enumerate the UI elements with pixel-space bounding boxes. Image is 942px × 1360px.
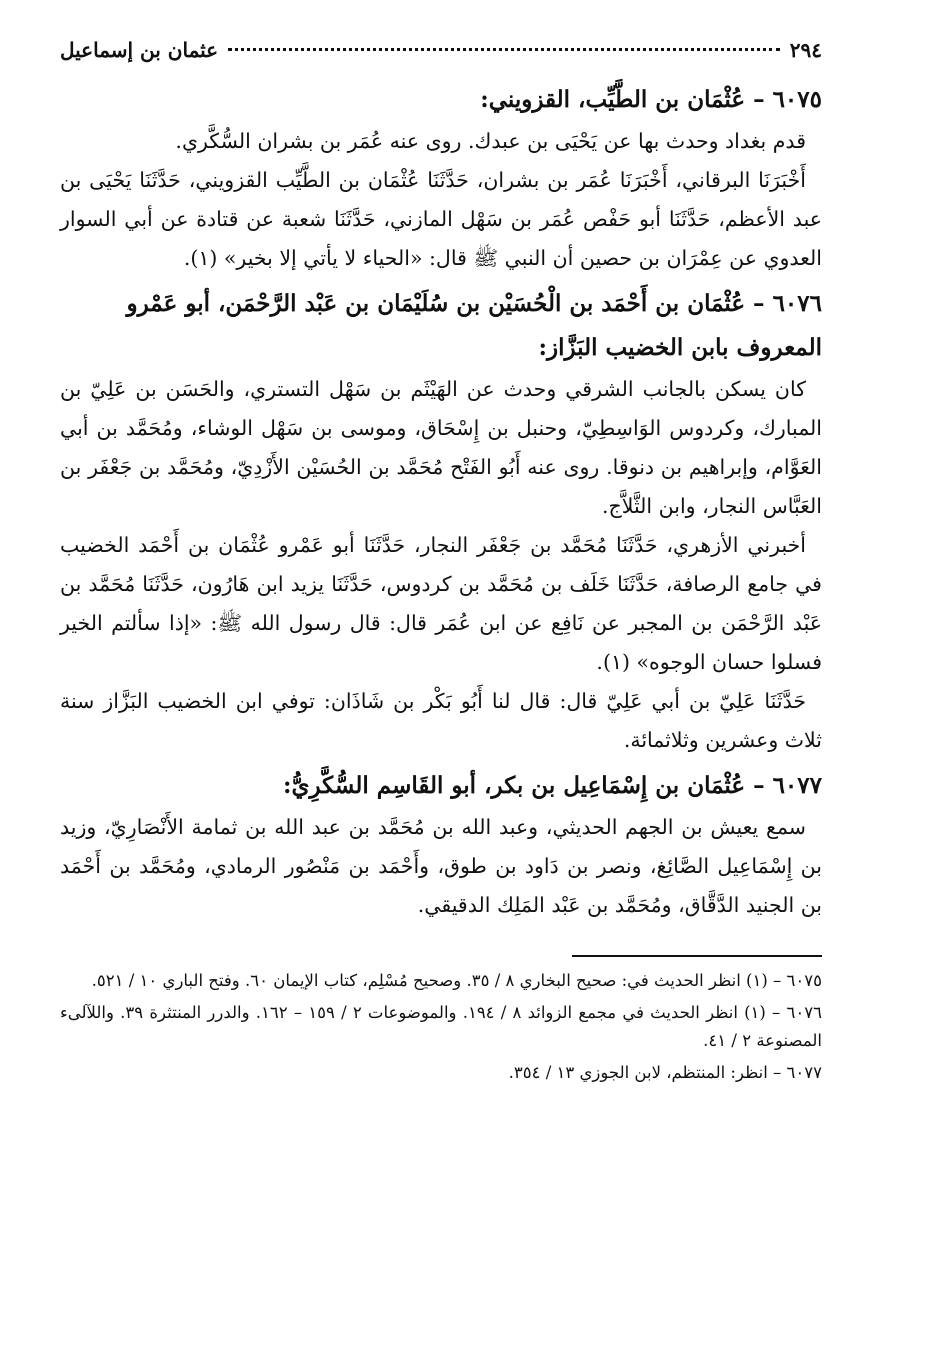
entry-paragraph: كان يسكن بالجانب الشرقي وحدث عن الهَيْثَم بن سَهْل التستري، والحَسَن بن عَلِيّ بن المبارك، وكردوس الوَاسِطِيّ، وحنبل بن إِسْحَاق، وموسى بن سَهْل الوشاء، ومُحَمَّد بن أبي العَوَّام، وإبراهيم بن دنوقا. روى عنه أَبُو الفَتْح مُحَمَّد بن الحُسَيْن الأَزْدِيّ، ومُحَمَّد بن جَعْفَر بن العَبَّاس النجار، وابن الثَّلاَّج. <box>60 377 822 518</box>
page-number: ٢٩٤ <box>789 38 822 62</box>
entry-title: ٦٠٧٥ – عُثْمَان بن الطَّيِّب، القزويني: <box>480 86 822 113</box>
entry-title: ٦٠٧٧ – عُثْمَان بن إِسْمَاعِيل بن بكر، أبو القَاسِم السُّكَّرِيُّ: <box>282 772 822 799</box>
entry-paragraph: سمع يعيش بن الجهم الحديثي، وعبد الله بن مُحَمَّد بن عبد الله بن ثمامة الأَنْصَارِيّ، وزيد بن إِسْمَاعِيل الصَّائِغ، ونصر بن دَاود بن طوق، وأَحْمَد بن مَنْصُور الرمادي، ومُحَمَّد بن أَحْمَد بن الجنيد الدَّقَّاق، ومُحَمَّد بن عَبْد المَلِك الدقيقي. <box>60 815 822 917</box>
page-header <box>60 38 822 78</box>
footnote: ٦٠٧٦ – (١) انظر الحديث في مجمع الزوائد ٨ / ١٩٤. والموضوعات ٢ / ١٥٩ – ١٦٢. والدرر المنتثرة ٣٩. واللآلىء المصنوعة ٢ / ٤١. <box>60 1003 822 1050</box>
entry-6076 <box>60 282 822 760</box>
running-title: عثمان بن إسماعيل <box>60 38 219 62</box>
book-page <box>60 38 822 1338</box>
entry-6077 <box>60 764 822 925</box>
footnote: ٦٠٧٧ – انظر: المنتظم، لابن الجوزي ١٣ / ٣٥٤. <box>508 1063 822 1082</box>
entry-title: ٦٠٧٦ – عُثْمَان بن أَحْمَد بن الْحُسَيْن بن سُلَيْمَان بن عَبْد الرَّحْمَن، أبو عَمْرو المعروف بابن الخضيب البَزَّاز: <box>126 290 822 361</box>
entry-paragraph: أَخْبَرَنَا البرقاني، أَخْبَرَنَا عُمَر بن بشران، حَدَّثَنَا عُثْمَان بن الطَّيِّب القزويني، حَدَّثَنَا يَحْيَى بن عبد الأعظم، حَدَّثَنَا أبو حَفْص عُمَر بن سَهْل المازني، حَدَّثَنَا شعبة عن قتادة عن أبي السوار العدوي عن عِمْرَان بن حصين أن النبي ﷺ قال: «الحياء لا يأتي إلا بخير» (١). <box>60 168 822 270</box>
footnote-separator <box>572 955 822 957</box>
header-dot-leader <box>228 48 780 51</box>
footnotes <box>60 967 822 1087</box>
entry-6075 <box>60 78 822 278</box>
footnote: ٦٠٧٥ – (١) انظر الحديث في: صحيح البخاري ٨ / ٣٥. وصحيح مُسْلِم، كتاب الإيمان ٦٠. وفتح الباري ١٠ / ٥٢١. <box>91 971 822 990</box>
entry-paragraph: أخبرني الأزهري، حَدَّثَنَا مُحَمَّد بن جَعْفَر النجار، حَدَّثَنَا أبو عَمْرو عُثْمَان بن أَحْمَد الخضيب في جامع الرصافة، حَدَّثَنَا خَلَف بن مُحَمَّد بن كردوس، حَدَّثَنَا يزيد ابن هَارُون، حَدَّثَنَا مُحَمَّد بن عَبْد الرَّحْمَن بن المجبر عن نَافِع عن ابن عُمَر قال: قال رسول الله ﷺ: «إذا سألتم الخير فسلوا حسان الوجوه» (١). <box>60 533 822 674</box>
entry-paragraph: حَدَّثَنَا عَلِيّ بن أبي عَلِيّ قال: قال لنا أَبُو بَكْر بن شَاذَان: توفي ابن الخضيب البَزَّاز سنة ثلاث وعشرين وثلاثمائة. <box>60 689 822 752</box>
entry-paragraph: قدم بغداد وحدث بها عن يَحْيَى بن عبدك. روى عنه عُمَر بن بشران السُّكَّري. <box>175 129 806 153</box>
